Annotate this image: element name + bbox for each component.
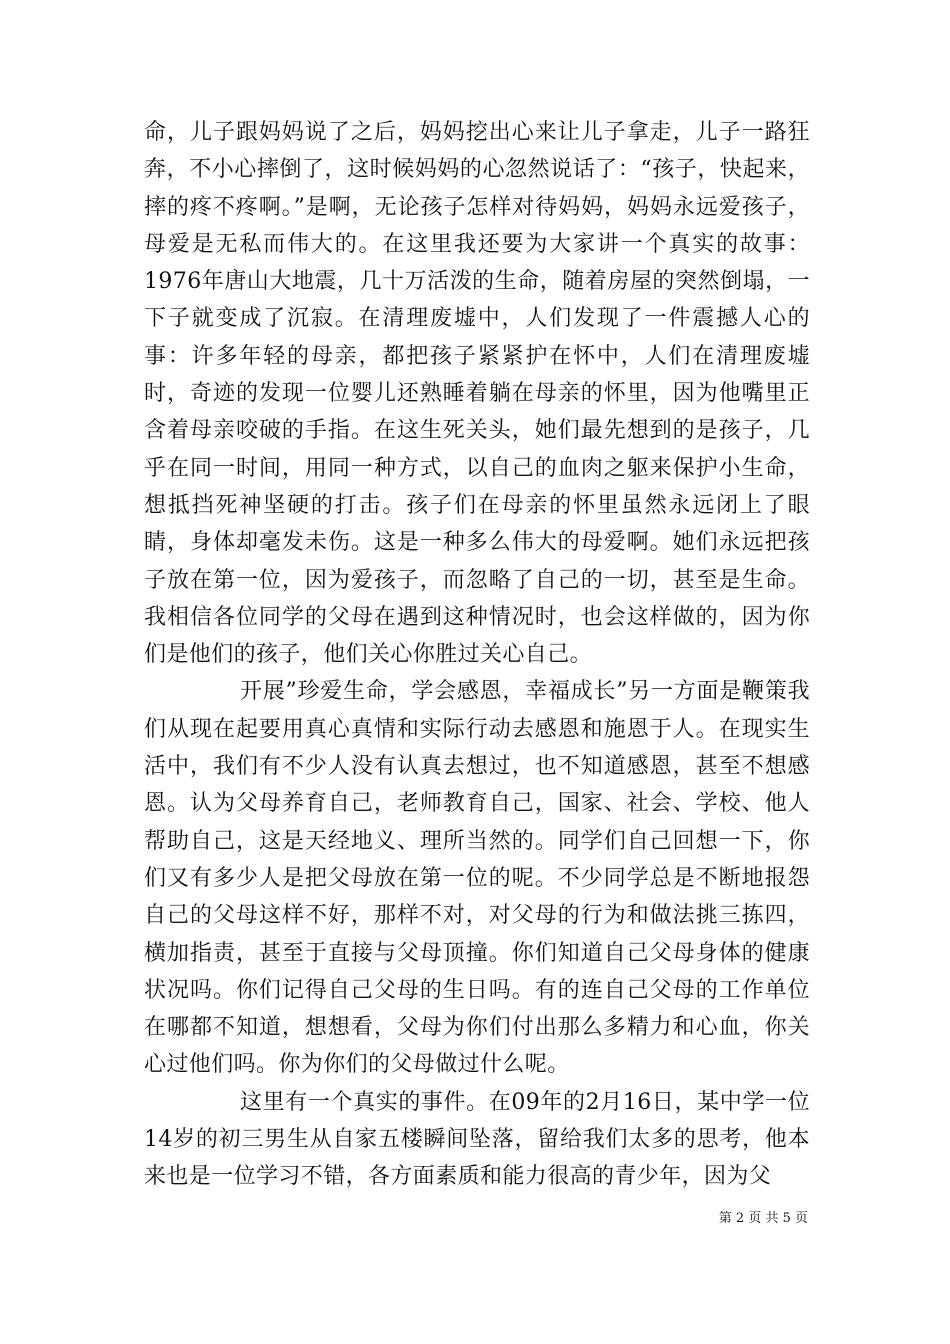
paragraph-1: 命，儿子跟妈妈说了之后，妈妈挖出心来让儿子拿走，儿子一路狂奔，不小心摔倒了，这时候妈妈的心忽然说话了：“孩子，快起来，摔的疼不疼啊。”是啊，无论孩子怎样对待妈妈，妈妈永远爱孩子，母爱是无私而伟大的。在这里我还要为大家讲一个真实的故事：1976年唐山大地震，几十万活泼的生命，随着房屋的突然倒塌，一下子就变成了沉寂。在清理废墟中，人们发现了一件震撼人心的事：许多年轻的母亲，都把孩子紧紧护在怀中，人们在清理废墟时，奇迹的发现一位婴儿还熟睡着躺在母亲的怀里，因为他嘴里正含着母亲咬破的手指。在这生死关头，她们最先想到的是孩子，几乎在同一时间，用同一种方式，以自己的血肉之躯来保护小生命，想抵挡死神坚硬的打击。孩子们在母亲的怀里虽然永远闭上了眼睛，身体却毫发未伤。这是一种多么伟大的母爱啊。她们永远把孩子放在第一位，因为爱孩子，而忽略了自己的一切，甚至是生命。我相信各位同学的父母在遇到这种情况时，也会这样做的，因为你们是他们的孩子，他们关心你胜过关心自己。	[144, 120, 810, 668]
paragraph-2: 开展”珍爱生命，学会感恩，幸福成长”另一方面是鞭策我们从现在起要用真心真情和实际行动去感恩和施恩于人。在现实生活中，我们有不少人没有认真去想过，也不知道感恩，甚至不想感恩。认为父母养育自己，老师教育自己，国家、社会、学校、他人帮助自己，这是天经地义、理所当然的。同学们自己回想一下，你们又有多少人是把父母放在第一位的呢。不少同学总是不断地报怨自己的父母这样不好，那样不对，对父母的行为和做法挑三拣四，横加指责，甚至于直接与父母顶撞。你们知道自己父母身体的健康状况吗。你们记得自己父母的生日吗。有的连自己父母的工作单位在哪都不知道，想想看，父母为你们付出那么多精力和心血，你关心过他们吗。你为你们的父母做过什么呢。	[144, 679, 810, 1078]
document-body	[144, 114, 810, 1196]
page-number-footer: 第 2 页 共 5 页	[718, 1211, 808, 1226]
paragraph-3: 这里有一个真实的事件。在09年的2月16日，某中学一位14岁的初三男生从自家五楼瞬间坠落，留给我们太多的思考，他本来也是一位学习不错，各方面素质和能力很高的青少年，因为父	[144, 1089, 810, 1190]
